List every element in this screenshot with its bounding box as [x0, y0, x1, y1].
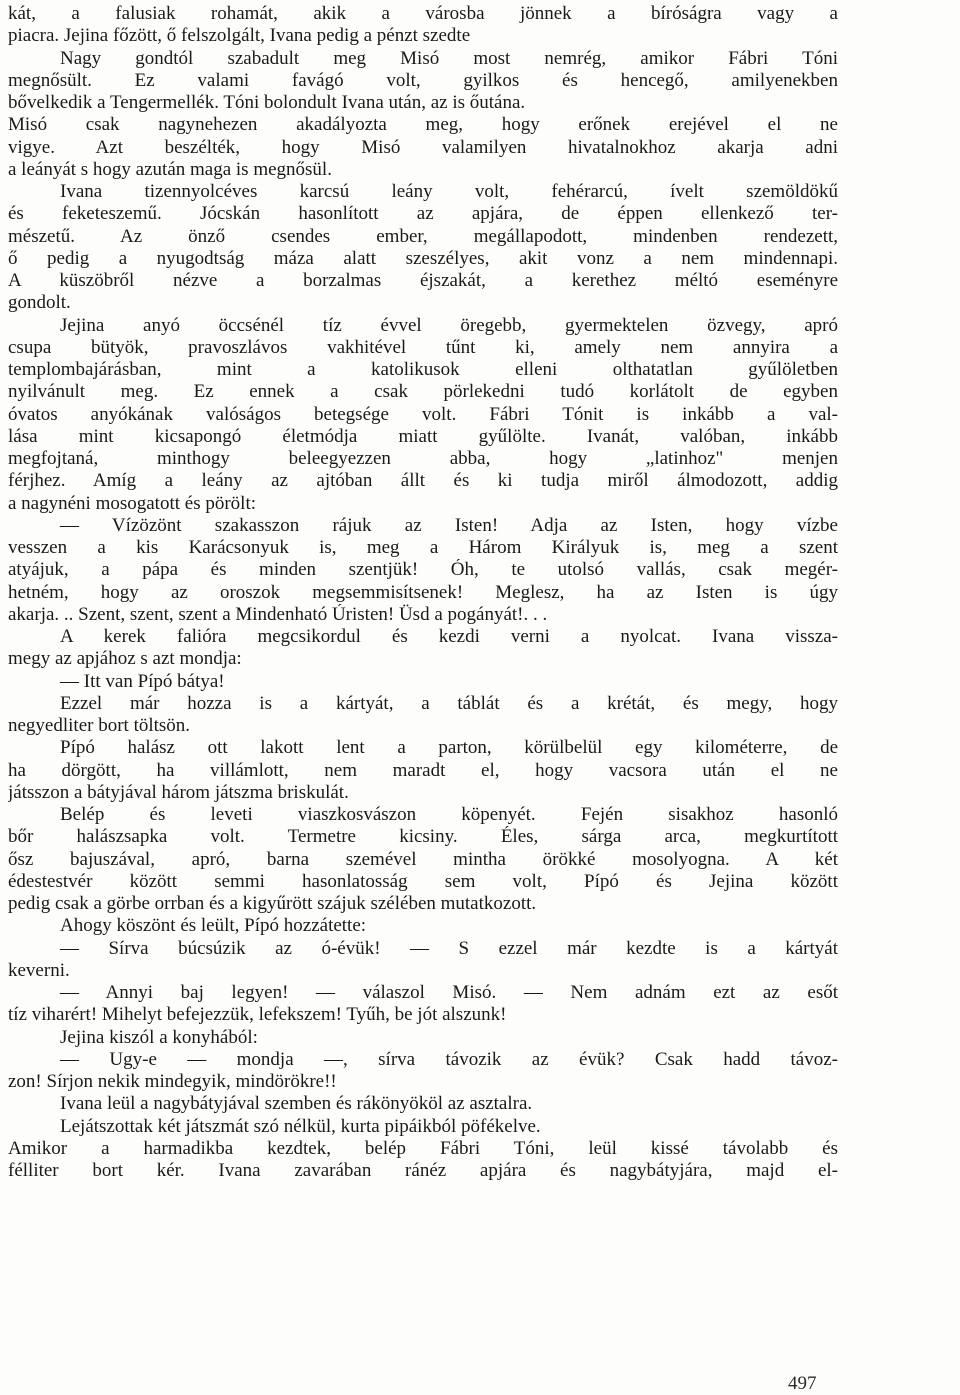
text-line: Jejina kiszól a konyhából: — [60, 1026, 258, 1048]
text-line: Ezzel már hozza is a kártyát, a táblát és a krétát, és megy, hogy — [60, 692, 838, 714]
text-line: gondolt. — [8, 292, 71, 314]
text-line: lása mint kicsapongó életmódja miatt gyűlölte. Ivanát, valóban, inkább — [8, 425, 838, 447]
text-line: zon! Sírjon nekik mindegyik, mindörökre!! — [8, 1071, 337, 1092]
text-line: nyilvánult meg. Ez ennek a csak pörlekedni tudó korlátolt de egyben — [8, 381, 838, 403]
text-line: bővelkedik a Tengermellék. Tóni bolondult Ivana után, az is őutána. — [8, 92, 526, 113]
text-line: Ivana tizennyolcéves karcsú leány volt, fehérarcú, ívelt szemöldökű — [60, 181, 838, 202]
text-line: óvatos anyókának valóságos betegsége volt. Fábri Tónit is inkább a val- — [8, 403, 838, 425]
text-line: piacra. Jejina főzött, ő felszolgált, Ivana pedig a pénzt szedte — [8, 25, 471, 47]
text-line: akarja. .. Szent, szent, szent a Mindenható Úristen! Üsd a pogányát!. . . — [8, 603, 548, 625]
text-line: félliter bort kér. Ivana zavarában ránéz apjára és nagybátyjára, majd el- — [8, 1160, 838, 1181]
text-line: Jejina anyó öccsénél tíz évvel öregebb, gyermektelen özvegy, apró — [60, 314, 838, 336]
text-line: megnősült. Ez valami favágó volt, gyilkos és hencegő, amilyenekben — [8, 69, 838, 91]
text-line: tíz viharért! Mihelyt befejezzük, lefekszem! Tyűh, be jót alszunk! — [8, 1004, 507, 1026]
text-line: férjhez. Amíg a leány az ajtóban állt és ki tudja miről álmodozott, addig — [8, 470, 838, 492]
text-line: Ivana leül a nagybátyjával szemben és rákönyököl az asztalra. — [60, 1093, 533, 1115]
text-line: és feketeszemű. Jócskán hasonlított az apjára, de éppen ellenkező ter- — [8, 203, 838, 225]
text-line: Lejátszottak két játszmát szó nélkül, kurta pipáikból pöfékelve. — [60, 1115, 541, 1137]
text-line: megfojtaná, minthogy beleegyezzen abba, hogy „latinhoz" menjen — [8, 448, 838, 469]
text-line: A kerek falióra megcsikordul és kezdi verni a nyolcat. Ivana vissza- — [60, 626, 838, 647]
text-line: mészetű. Az önző csendes ember, megállapodott, mindenben rendezett, — [8, 225, 838, 247]
text-line: templombajárásban, mint a katolikusok elleni olthatatlan gyűlöletben — [8, 359, 838, 380]
text-line: hetném, hogy az oroszok megsemmisítsenek! Meglesz, ha az Isten is úgy — [8, 581, 838, 603]
text-line: csupa bütyök, pravoszlávos vakhitével tűnt ki, amely nem annyira a — [8, 336, 838, 358]
text-line: ősz bajuszával, apró, barna szemével mintha örökké mosolyogna. A két — [8, 848, 838, 870]
text-line: kát, a falusiak rohamát, akik a városba jönnek a bíróságra vagy a — [8, 3, 838, 24]
text-line: negyedliter bort töltsön. — [8, 715, 191, 736]
text-line: — Itt van Pípó bátya! — [60, 670, 225, 692]
text-line: Amikor a harmadikba kezdtek, belép Fábri Tóni, leül kissé távolabb és — [8, 1137, 838, 1159]
text-line: Nagy gondtól szabadult meg Misó most nemrég, amikor Fábri Tóni — [60, 47, 838, 69]
text-line: bőr halászsapka volt. Termetre kicsiny. Éles, sárga arca, megkurtított — [8, 826, 838, 848]
text-line: — Annyi baj legyen! — válaszol Misó. — Nem adnám ezt az esőt — [60, 982, 838, 1003]
text-line: ő pedig a nyugodtság máza alatt szeszélyes, akit vonz a nem mindennapi. — [8, 247, 838, 269]
text-line: Misó csak nagynehezen akadályozta meg, hogy erőnek erejével el ne — [8, 114, 838, 136]
text-line: — Sírva búcsúzik az ó-évük! — S ezzel már kezdte is a kártyát — [60, 937, 838, 959]
text-line: — Ugy-e — mondja —, sírva távozik az évük? Csak hadd távoz- — [60, 1048, 838, 1070]
text-line: — Vízözönt szakasszon rájuk az Isten! Adja az Isten, hogy vízbe — [60, 514, 838, 536]
text-line: vigye. Azt beszélték, hogy Misó valamilyen hivatalnokhoz akarja adni — [8, 136, 838, 158]
text-line: megy az apjához s azt mondja: — [8, 648, 242, 670]
text-line: keverni. — [8, 959, 70, 981]
text-line: édestestvér között semmi hasonlatosság sem volt, Pípó és Jejina között — [8, 870, 838, 892]
text-line: ha dörgött, ha villámlott, nem maradt el, hogy vacsora után el ne — [8, 759, 838, 781]
text-line: Ahogy köszönt és leült, Pípó hozzátette: — [60, 915, 367, 937]
text-line: a nagynéni mosogatott és pörölt: — [8, 492, 257, 514]
body-text — [8, 3, 838, 1182]
text-line: a leányát s hogy azután maga is megnősül. — [8, 158, 332, 180]
text-line: pedig csak a görbe orrban és a kigyűrött szájuk szélében mutatkozott. — [8, 893, 537, 914]
text-line: Belép és leveti viaszkosvászon köpenyét. Fején sisakhoz hasonló — [60, 804, 838, 825]
text-line: Pípó halász ott lakott lent a parton, körülbelül egy kilométerre, de — [60, 737, 838, 759]
text-line: A küszöbről nézve a borzalmas éjszakát, a kerethez méltó eseményre — [8, 270, 838, 291]
text-line: vesszen a kis Karácsonyuk is, meg a Három Királyuk is, meg a szent — [8, 537, 838, 558]
page-number: 497 — [788, 1373, 817, 1394]
text-line: játsszon a bátyjával három játszma briskulát. — [8, 781, 349, 803]
text-line: atyájuk, a pápa és minden szentjük! Óh, te utolsó vallás, csak megér- — [8, 559, 838, 581]
